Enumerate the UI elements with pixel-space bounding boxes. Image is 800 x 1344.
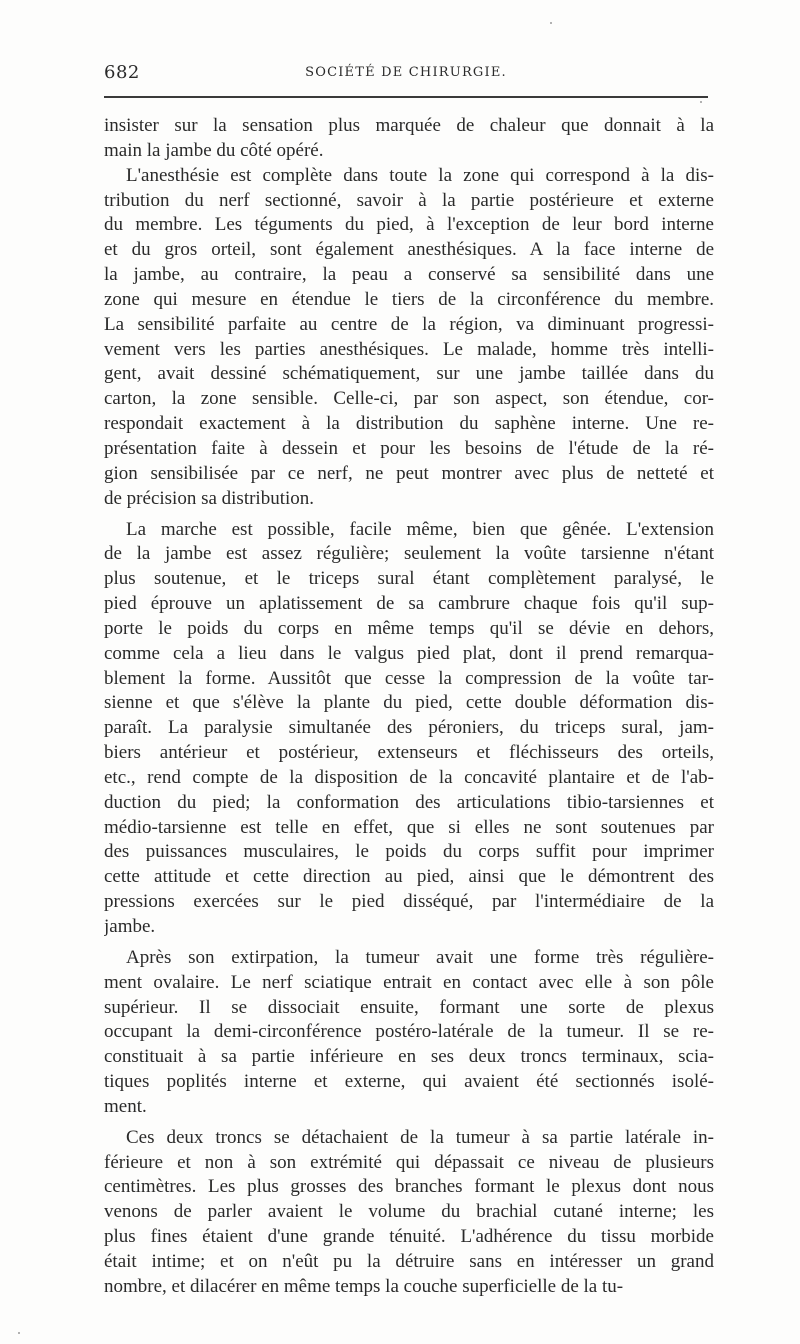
text-line: gent, avait dessiné schématiquement, sur une jambe taillée dans du	[104, 363, 714, 385]
text-line: occupant la demi-circonférence postéro-latérale de la tumeur. Il se re-	[104, 1021, 714, 1043]
text-line: ment.	[104, 1095, 147, 1117]
print-speck	[550, 22, 552, 24]
text-line: médio-tarsienne est telle en effet, que si elles ne sont soutenues par	[104, 816, 714, 838]
text-line: jambe.	[104, 916, 156, 937]
text-line: la jambe, au contraire, la peau a conservé sa sensibilité dans une	[104, 264, 714, 286]
text-line: blement la forme. Aussitôt que cesse la compression de la voûte tar-	[104, 667, 714, 689]
text-line: duction du pied; la conformation des articulations tibio-tarsiennes et	[104, 791, 714, 813]
text-line: cette attitude et cette direction au pied, ainsi que le démontrent des	[104, 866, 714, 888]
text-line: Ces deux troncs se détachaient de la tumeur à sa partie latérale in-	[126, 1126, 714, 1148]
text-line: biers antérieur et postérieur, extenseurs et fléchisseurs des orteils,	[104, 742, 714, 764]
text-line: centimètres. Les plus grosses des branches formant le plexus dont nous	[104, 1176, 714, 1198]
text-line: respondait exactement à la distribution du saphène interne. Une re-	[104, 413, 714, 435]
text-line: de la jambe est assez régulière; seulement la voûte tarsienne n'étant	[104, 543, 714, 565]
header-rule	[104, 96, 708, 98]
running-head	[104, 62, 708, 86]
text-line: paraît. La paralysie simultanée des péroniers, du triceps sural, jam-	[104, 717, 714, 739]
text-line: venons de parler avaient le volume du brachial cutané interne; les	[104, 1201, 714, 1223]
text-line: férieure et non à son extrémité qui dépassait ce niveau de plusieurs	[104, 1151, 714, 1173]
text-line: supérieur. Il se dissociait ensuite, formant une sorte de plexus	[104, 996, 714, 1018]
paragraph	[104, 946, 714, 1120]
text-line: des puissances musculaires, le poids du corps suffit pour imprimer	[104, 841, 714, 863]
text-line: présentation faite à dessein et pour les besoins de l'étude de la ré-	[104, 437, 714, 459]
journal-title: SOCIÉTÉ DE CHIRURGIE.	[305, 65, 507, 80]
text-line: La marche est possible, facile même, bien que gênée. L'extension	[126, 518, 714, 540]
paragraph	[104, 114, 714, 164]
text-line: pressions exercées sur le pied disséqué, par l'intermédiaire de la	[104, 891, 714, 913]
text-line: tiques poplités interne et externe, qui avaient été sectionnés isolé-	[104, 1071, 714, 1093]
text-line: tribution du nerf sectionné, savoir à la partie postérieure et externe	[104, 189, 714, 211]
text-line: vement vers les parties anesthésiques. Le malade, homme très intelli-	[104, 338, 714, 360]
text-line: sienne et que s'élève la plante du pied, cette double déformation dis-	[104, 692, 714, 714]
text-line: carton, la zone sensible. Celle-ci, par son aspect, son étendue, cor-	[104, 388, 714, 410]
paragraph	[104, 518, 714, 940]
body-text	[104, 114, 714, 1300]
text-line: constituait à sa partie inférieure en ses deux troncs terminaux, scia-	[104, 1046, 714, 1068]
print-speck	[700, 101, 702, 103]
text-line: La sensibilité parfaite au centre de la région, va diminuant progressi-	[104, 313, 714, 335]
text-line: L'anesthésie est complète dans toute la zone qui correspond à la dis-	[126, 164, 714, 186]
text-line: ment ovalaire. Le nerf sciatique entrait en contact avec elle à son pôle	[104, 971, 714, 993]
text-line: était intime; et on n'eût pu la détruire sans en intéresser un grand	[104, 1250, 714, 1272]
text-line: et du gros orteil, sont également anesthésiques. A la face interne de	[104, 239, 714, 261]
text-line: zone qui mesure en étendue le tiers de la circonférence du membre.	[104, 288, 714, 310]
text-line: etc., rend compte de la disposition de la concavité plantaire et de l'ab-	[104, 766, 714, 788]
text-line: pied éprouve un aplatissement de sa cambrure chaque fois qu'il sup-	[104, 593, 714, 615]
text-line: main la jambe du côté opéré.	[104, 139, 324, 161]
text-line: Après son extirpation, la tumeur avait une forme très régulière-	[126, 946, 714, 968]
text-line: comme cela a lieu dans le valgus pied plat, dont il prend remarqua-	[104, 642, 714, 664]
text-line: du membre. Les téguments du pied, à l'exception de leur bord interne	[104, 214, 714, 236]
text-line: porte le poids du corps en même temps qu'il se dévie en dehors,	[104, 617, 714, 639]
paragraph	[104, 164, 714, 512]
page-number: 682	[104, 62, 140, 83]
text-line: insister sur la sensation plus marquée de chaleur que donnait à la	[104, 115, 714, 136]
print-speck	[18, 1332, 20, 1334]
paragraph	[104, 1126, 714, 1300]
text-line: de précision sa distribution.	[104, 487, 315, 509]
text-line: plus fines étaient d'une grande ténuité. L'adhérence du tissu morbide	[104, 1226, 714, 1248]
text-line: plus soutenue, et le triceps sural étant complètement paralysé, le	[104, 568, 714, 590]
text-line: nombre, et dilacérer en même temps la couche superficielle de la tu-	[104, 1275, 624, 1297]
text-line: gion sensibilisée par ce nerf, ne peut montrer avec plus de netteté et	[104, 462, 714, 484]
